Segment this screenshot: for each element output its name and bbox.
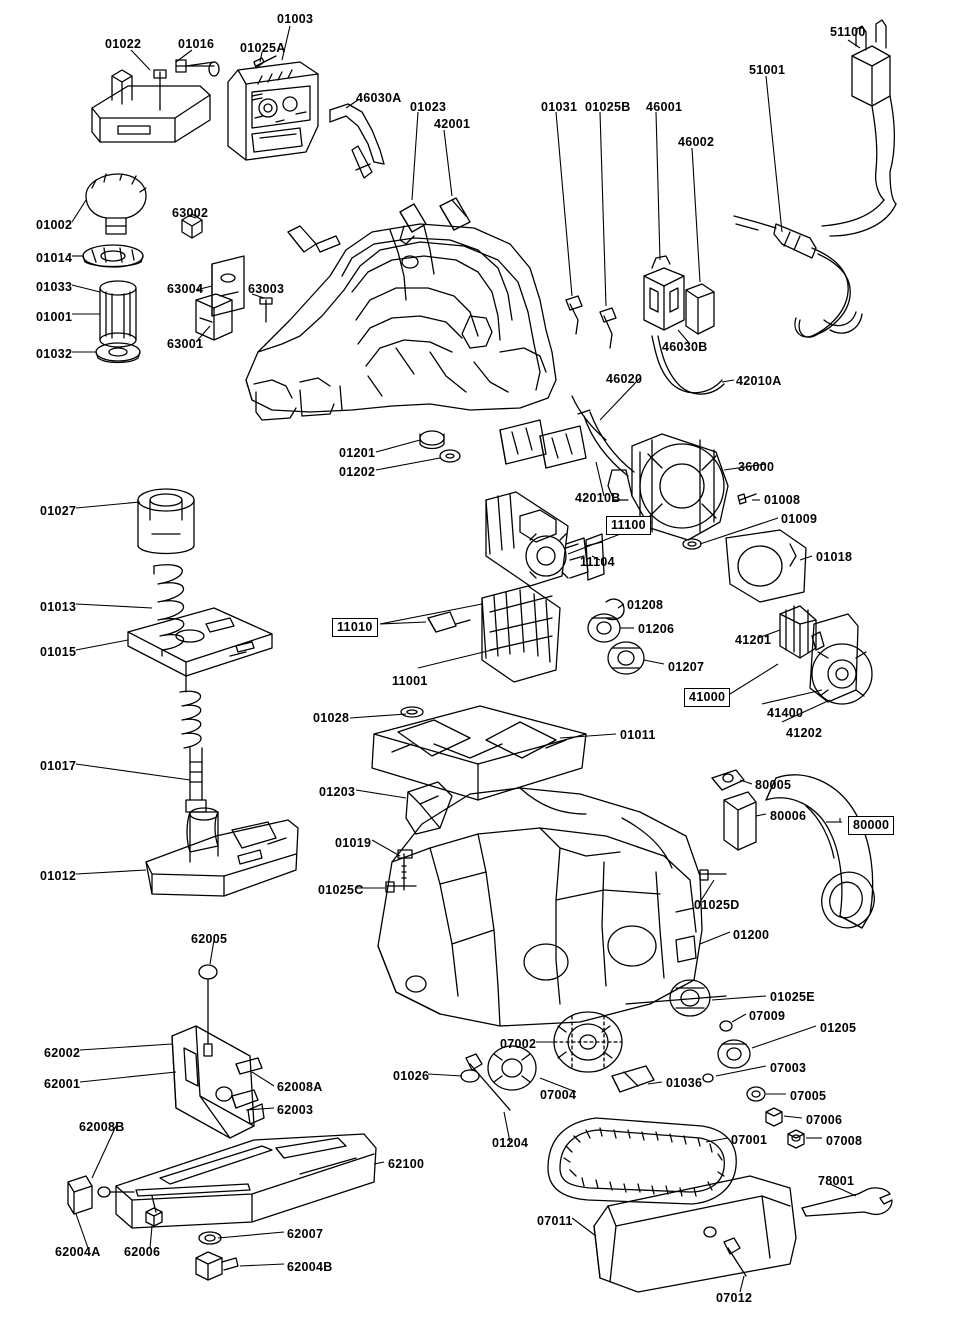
callout-36000: 36000: [738, 460, 775, 474]
part-01014-washer: [83, 245, 143, 267]
part-46002-block: [686, 284, 714, 334]
part-01206-bearing: [588, 614, 620, 642]
part-01002-knob: [86, 174, 146, 234]
callout-80005: 80005: [755, 778, 792, 792]
part-main-housing: [246, 224, 556, 420]
callout-63003: 63003: [248, 282, 285, 296]
part-01033-01001-sleeve: [100, 281, 136, 347]
part-80006-bracket: [724, 792, 756, 850]
callout-46020: 46020: [606, 372, 643, 386]
callout-46001: 46001: [646, 100, 683, 114]
part-63003-screw: [260, 298, 272, 322]
part-01031-screw: [566, 296, 582, 334]
callout-01025C: 01025C: [318, 883, 364, 897]
callout-01002: 01002: [36, 218, 73, 232]
callout-01013: 01013: [40, 600, 77, 614]
part-01013-spring: [154, 565, 184, 656]
callout-01205: 01205: [820, 1021, 857, 1035]
callout-07001: 07001: [731, 1133, 768, 1147]
callout-07008: 07008: [826, 1134, 863, 1148]
callout-01009: 01009: [781, 512, 818, 526]
callout-01033: 01033: [36, 280, 73, 294]
callout-01022: 01022: [105, 37, 142, 51]
callout-01208: 01208: [627, 598, 664, 612]
part-01025B-screw: [600, 308, 616, 348]
callout-01036: 01036: [666, 1076, 703, 1090]
callout-01025E: 01025E: [770, 990, 815, 1004]
part-01202-washer: [440, 450, 460, 462]
callout-63004: 63004: [167, 282, 204, 296]
callout-62100: 62100: [388, 1157, 425, 1171]
part-62007-62004B-fasteners: [196, 1232, 238, 1280]
callout-07012: 07012: [716, 1291, 753, 1305]
callout-11104: 11104: [580, 555, 615, 569]
part-07006-nut: [766, 1108, 782, 1126]
callout-01207: 01207: [668, 660, 705, 674]
part-01012-front-shoe: [146, 808, 298, 896]
part-46001-terminal-block: [644, 256, 684, 330]
callout-01200: 01200: [733, 928, 770, 942]
part-main-base-body: [378, 788, 702, 1026]
callout-01204: 01204: [492, 1136, 529, 1150]
part-62005-knob-screw: [199, 965, 217, 1056]
callout-41202: 41202: [786, 726, 823, 740]
callout-63002: 63002: [172, 206, 209, 220]
part-11100-armature: [486, 492, 588, 586]
callout-63001: 63001: [167, 337, 204, 351]
part-baffle-plates: [500, 420, 586, 468]
part-41000-spindle-assembly: [780, 606, 872, 704]
part-07012-screw: [724, 1238, 746, 1276]
part-01008-screw: [738, 494, 756, 504]
part-07005-washer: [747, 1087, 765, 1101]
callout-62002: 62002: [44, 1046, 81, 1060]
callout-01028: 01028: [313, 711, 350, 725]
part-01201-washer: [420, 431, 444, 449]
part-01028-washer: [401, 707, 423, 717]
callout-01012: 01012: [40, 869, 77, 883]
part-62008A-62003-clips: [236, 1058, 262, 1074]
part-07008-nut: [788, 1130, 804, 1148]
part-51001-cord-with-plug: [734, 216, 862, 337]
part-01011-base-plate: [372, 706, 586, 800]
callout-46030B: 46030B: [662, 340, 708, 354]
callout-01011: 01011: [620, 728, 656, 742]
callout-01025B: 01025B: [585, 100, 631, 114]
callout-62001: 62001: [44, 1077, 81, 1091]
callout-80006: 80006: [770, 809, 807, 823]
part-07002-pulley: [554, 1012, 622, 1072]
callout-01023: 01023: [410, 100, 447, 114]
part-01009-washer: [683, 539, 701, 549]
callout-07003: 07003: [770, 1061, 807, 1075]
callout-46002: 46002: [678, 135, 715, 149]
part-62100-fence: [116, 1134, 376, 1228]
part-07009-bearing: [720, 1021, 732, 1031]
part-01025D-screw: [700, 870, 726, 880]
callout-80000: 80000: [848, 816, 894, 835]
callout-01201: 01201: [339, 446, 376, 460]
callout-62008B: 62008B: [79, 1120, 125, 1134]
part-01022-bracket: [92, 70, 210, 142]
callout-01019: 01019: [335, 836, 372, 850]
callout-62005: 62005: [191, 932, 228, 946]
callout-51100: 51100: [830, 25, 866, 39]
part-07004-pulley: [488, 1046, 536, 1090]
callout-62003: 62003: [277, 1103, 314, 1117]
callout-01017: 01017: [40, 759, 77, 773]
callout-11100: 11100: [606, 516, 651, 535]
callout-62008A: 62008A: [277, 1080, 323, 1094]
part-01025E-screw: [626, 996, 726, 1004]
part-01025C-screw: [386, 882, 416, 892]
callout-01031: 01031: [541, 100, 578, 114]
part-01017-adjust-screw: [180, 676, 206, 812]
callout-62004B: 62004B: [287, 1260, 333, 1274]
part-62008B-62004A-62006-fasteners: [68, 1176, 162, 1226]
callout-01025D: 01025D: [694, 898, 740, 912]
callout-01015: 01015: [40, 645, 77, 659]
part-01208-clip: [606, 599, 624, 619]
callout-01027: 01027: [40, 504, 77, 518]
part-01027-cylinder: [138, 489, 194, 554]
callout-01025A: 01025A: [240, 41, 286, 55]
part-62002-62001-fence-arm: [172, 1026, 264, 1138]
callout-11001: 11001: [392, 674, 428, 688]
callout-01206: 01206: [638, 622, 675, 636]
callout-41000: 41000: [684, 688, 730, 707]
part-46030A-cable-boot: [330, 104, 384, 178]
part-01032-washer: [96, 343, 140, 363]
part-carbon-brush-left: [288, 226, 340, 252]
part-01003-switch-housing: [228, 62, 318, 160]
part-01026-washer: [461, 1070, 479, 1082]
callout-01202: 01202: [339, 465, 376, 479]
part-01036-plate: [612, 1066, 654, 1092]
part-01205-bearing: [718, 1040, 750, 1068]
part-11010-item: [428, 612, 470, 632]
part-63001-bracket: [196, 294, 232, 340]
callout-11010: 11010: [332, 618, 378, 637]
part-07001-belt: [548, 1118, 736, 1204]
callout-07006: 07006: [806, 1113, 843, 1127]
part-01203-clip: [406, 782, 452, 834]
callout-07011: 07011: [537, 1214, 573, 1228]
callout-07004: 07004: [540, 1088, 577, 1102]
callout-01016: 01016: [178, 37, 215, 51]
part-07003-bearing: [703, 1074, 713, 1082]
callout-78001: 78001: [818, 1174, 855, 1188]
callout-01026: 01026: [393, 1069, 430, 1083]
part-01015-plate: [128, 608, 272, 676]
callout-01014: 01014: [36, 251, 73, 265]
callout-01203: 01203: [319, 785, 356, 799]
callout-41400: 41400: [767, 706, 804, 720]
part-01016-screws: [154, 60, 219, 110]
part-80000-dust-chute: [766, 775, 882, 935]
callout-62006: 62006: [124, 1245, 161, 1259]
callout-01008: 01008: [764, 493, 801, 507]
callout-42010A: 42010A: [736, 374, 782, 388]
part-11001-stack: [482, 586, 560, 682]
callout-07002: 07002: [500, 1037, 537, 1051]
part-80005-clip: [712, 770, 744, 790]
part-01207-bearing: [608, 642, 644, 674]
callout-01003: 01003: [277, 12, 314, 26]
part-51100-plug: [822, 20, 896, 236]
callout-42001: 42001: [434, 117, 471, 131]
callout-62004A: 62004A: [55, 1245, 101, 1259]
callout-01018: 01018: [816, 550, 853, 564]
callout-01001: 01001: [36, 310, 73, 324]
callout-41201: 41201: [735, 633, 772, 647]
callout-01032: 01032: [36, 347, 73, 361]
callout-07009: 07009: [749, 1009, 786, 1023]
callout-51001: 51001: [749, 63, 786, 77]
part-01018-baffle: [726, 530, 806, 602]
callout-07005: 07005: [790, 1089, 827, 1103]
callout-62007: 62007: [287, 1227, 324, 1241]
callout-42010B: 42010B: [575, 491, 621, 505]
callout-46030A: 46030A: [356, 91, 402, 105]
